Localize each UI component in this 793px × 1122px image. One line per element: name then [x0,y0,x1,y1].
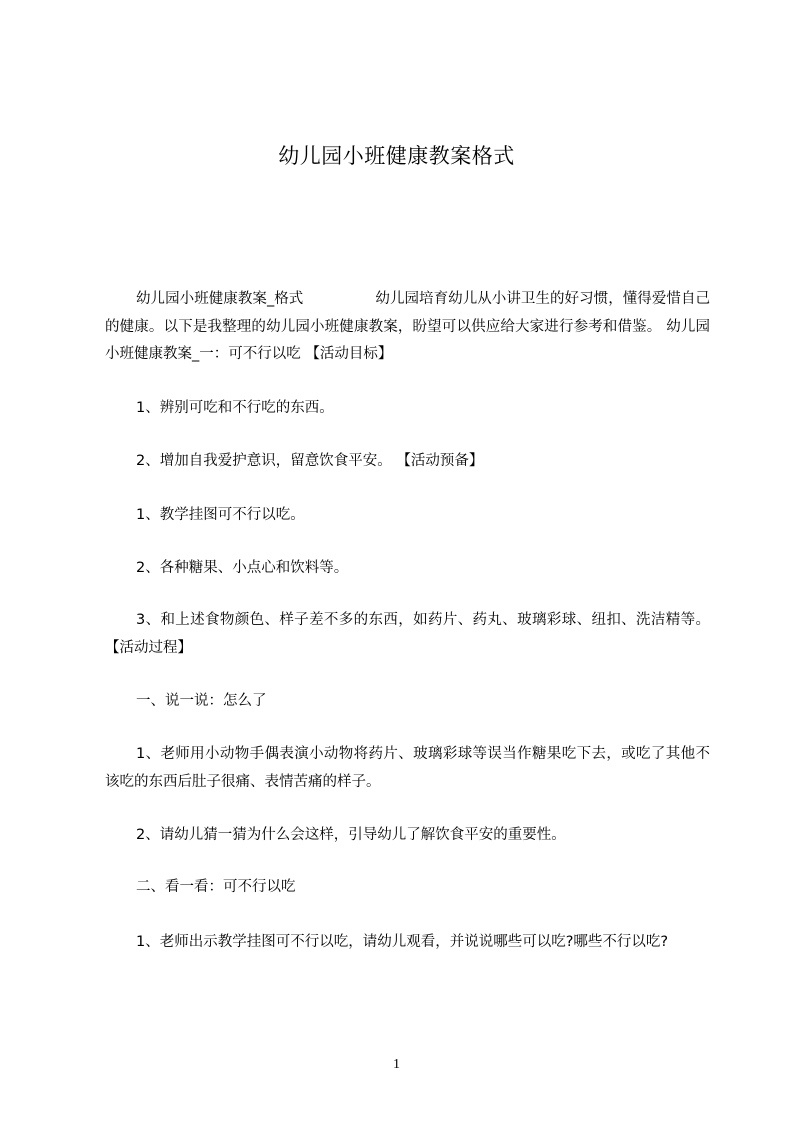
paragraph-process-1-2: 2、请幼儿猜一猜为什么会这样，引导幼儿了解饮食平安的重要性。 [136,827,566,843]
intro-heading: 幼儿园小班健康教案_格式 [136,291,304,307]
paragraph-process-2-1: 1、老师出示教学挂图可不行以吃，请幼儿观看，并说说哪些可以吃?哪些不行以吃? [136,934,669,950]
paragraph-goal-2: 2、增加自我爱护意识，留意饮食平安。 【活动预备】 [136,453,484,469]
section-heading-2: 二、看一看：可不行以吃 [136,879,296,895]
paragraph-goal-1: 1、辨别可吃和不行吃的东西。 [136,400,334,416]
intro-body: 幼儿园培育幼儿从小讲卫生的好习惯，懂得爱惜自己的健康。以下是我整理的幼儿园小班健康教案，盼望可以供应给大家进行参考和借鉴。 幼儿园小班健康教案_一：可不行以吃 【活动目标】 [105,291,711,362]
section-heading-1: 一、说一说：怎么了 [136,693,267,709]
page-number: 1 [393,1057,400,1072]
paragraph-prep-1: 1、教学挂图可不行以吃。 [136,507,305,523]
paragraph-process-1-1: 1、老师用小动物手偶表演小动物将药片、玻璃彩球等误当作糖果吃下去，或吃了其他不该吃的东西后肚子很痛、表情苦痛的样子。 [105,746,710,790]
document-title: 幼儿园小班健康教案格式 [278,144,515,168]
paragraph-prep-2: 2、各种糖果、小点心和饮料等。 [136,560,349,576]
intro-paragraph [105,286,710,369]
paragraph-prep-3: 3、和上述食物颜色、样子差不多的东西，如药片、药丸、玻璃彩球、纽扣、洗洁精等。 【活动过程】 [105,612,710,656]
